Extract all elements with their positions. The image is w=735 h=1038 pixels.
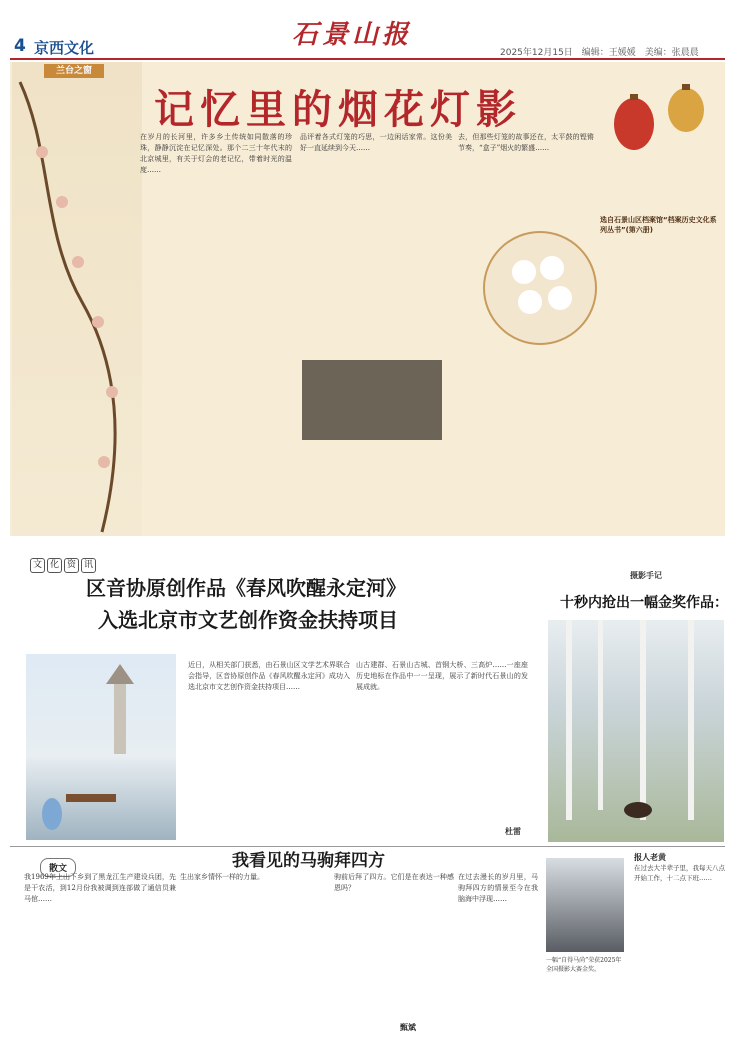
birch-forest-photo: [548, 620, 724, 842]
author-bio: [634, 852, 726, 883]
news-headline-line1: 区音协原创作品《春风吹醒永定河》: [86, 576, 406, 600]
photo-note-tag: 摄影手记: [630, 571, 662, 580]
feature-column-a: 在岁月的长河里，许多乡土传统如同散落的珍珠，静静沉淀在记忆深处。那个二三十年代末的北京城里，有关于灯会的老记忆，带着时光的温度……: [140, 133, 292, 174]
news-headline-line2: 入选北京市文艺创作资金扶持项目: [98, 608, 398, 632]
tag-char: 资: [64, 558, 79, 573]
tag-char: 文: [30, 558, 45, 573]
photo-note-title: 十秒内抢出一幅金奖作品：: [560, 595, 728, 611]
bio-text: 在过去大半辈子里，我每天八点开始工作，十二点下班……: [634, 864, 725, 882]
series-caption: 选自石景山区档案馆“档案历史文化系列丛书”(第六册): [600, 216, 717, 234]
page-header: [0, 0, 735, 60]
news-column-a: 近日，从相关部门获悉，由石景山区文学艺术界联合会指导，区音协原创作品《春风吹醒永定河》成功入选北京市文艺创作资金扶持项目……: [188, 661, 350, 691]
blossom-illustration: [12, 62, 142, 536]
essay-tag-label: 散文: [40, 858, 76, 877]
section-tag: [30, 552, 98, 573]
essay-column-b: 生出家乡情怀一样的力量。: [180, 873, 264, 881]
pagoda-photo: [26, 654, 176, 840]
section-title: 京西文化: [34, 39, 95, 57]
page-number: 4: [14, 36, 26, 56]
essay-column-c: 驹前后拜了四方。它们是在表达一种感恩吗？: [334, 873, 454, 892]
issue-meta: 2025年12月15日 编辑：王媛媛 美编：张晨晨: [500, 48, 699, 58]
masthead: 石景山报: [292, 20, 413, 50]
crowd-photo: [302, 360, 442, 440]
tag-char: 讯: [81, 558, 96, 573]
tag-char: 化: [47, 558, 62, 573]
header-rule: [10, 58, 725, 60]
author-photo-caption: 一幅“自得马尚”荣获2025年全国摄影大赛金奖。: [546, 957, 622, 973]
news-column-b: 山古建群、石景山古城、首钢大桥、三高炉……一座座历史地标在作品中一一呈现，展示了新时代石景山的发展成就。: [356, 661, 528, 691]
essay-byline: 甄斌: [400, 1023, 416, 1032]
news-byline: 杜雷: [505, 827, 521, 836]
bio-title: 报人老黄: [634, 853, 666, 862]
feature-column-b: 品评着各式灯笼的巧思，一边闲话家常。这份美好一直延续到今天……: [300, 133, 452, 152]
lantern-illustration: [600, 64, 720, 174]
essay-column-a: 我1969年上山下乡到了黑龙江生产建设兵团，先是干农活，到12月份我被调到连部做了通信员兼马倌……: [24, 873, 176, 903]
feature-title: 记忆里的烟花灯影: [154, 86, 522, 133]
tangyuan-illustration: [480, 228, 600, 348]
essay-column-d: 在过去漫长的岁月里，马驹拜四方的情景至今在我脑海中浮现……: [458, 873, 538, 903]
feature-column-c: 去，但那些灯笼的故事还在，太平鼓的铿锵节奏，“盒子”烟火的繁盛……: [458, 133, 594, 152]
essay-title: 我看见的马驹拜四方: [232, 851, 385, 871]
author-photo: [546, 858, 624, 952]
column-brand: 兰台之窗: [44, 64, 104, 78]
